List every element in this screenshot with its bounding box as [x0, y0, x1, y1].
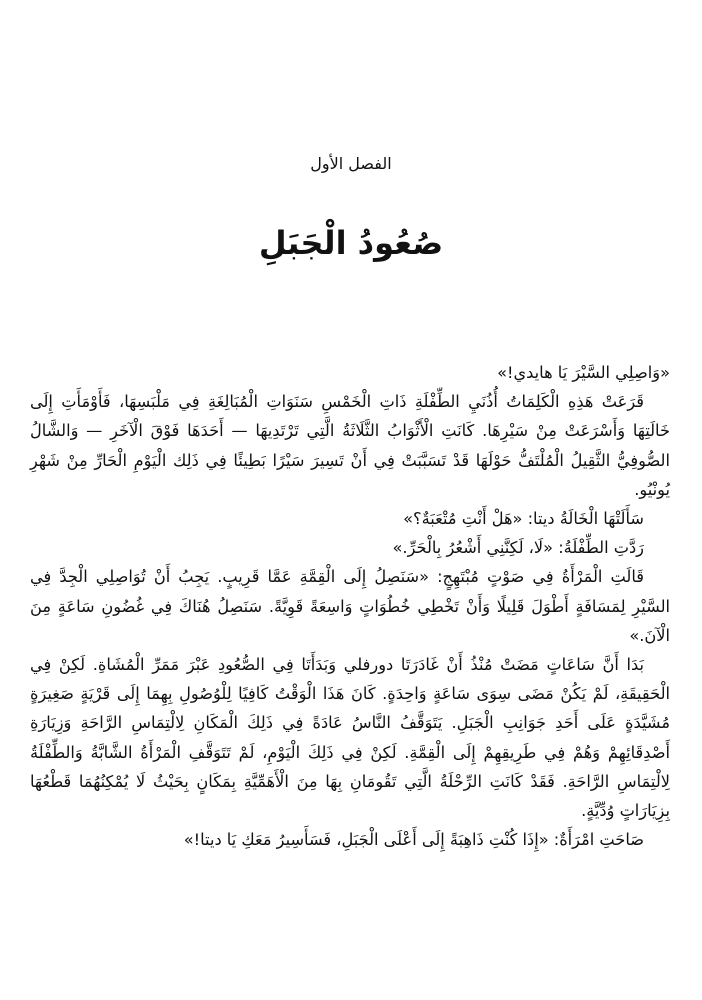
paragraph: رَدَّتِ الطِّفْلَةُ: «لَا، لَكِنَّنِي أَشْعُرُ بِالْحَرِّ.»: [392, 538, 644, 558]
paragraph: بَدَا أَنَّ سَاعَاتٍ مَضَتْ مُنْذُ أَنْ غَادَرَتَا دورفلي وَبَدَأَتَا فِي الصُّعُودِ عَبْرَ مَمَرِّ الْمُشَاةِ. لَكِنْ فِي الْحَقِيقَةِ، لَمْ يَكُنْ مَضَى سِوَى سَاعَةٍ وَاحِدَةٍ. كَانَ هَذَا الْوَقْتُ كَافِيًا لِلْوُصُولِ بِهِمَا إِلَى قَرْيَةٍ صَغِيرَةٍ مُشَيَّدَةٍ عَلَى أَحَدِ جَوَانِبِ الْجَبَلِ. يَتَوَقَّفُ النَّاسُ عَادَةً فِي ذَلِكَ الْمَكَانِ لِالْتِمَاسِ الرَّاحَةِ وَزِيَارَةِ أَصْدِقَائِهِمْ وَهُمْ فِي طَرِيقِهِمْ إِلَى الْقِمَّةِ. لَكِنْ فِي ذَلِكَ الْيَوْمِ، لَمْ تَتَوَقَّفِ الْمَرْأَةُ الشَّابَّةُ وَالطِّفْلَةُ لِالْتِمَاسِ الرَّاحَةِ. فَقَدْ كَانَتِ الرِّحْلَةُ الَّتِي تَقُومَانِ بِهَا مِنَ الْأَهَمِّيَّةِ بِمَكَانٍ بِحَيْثُ لَا يُمْكِنُهُمَا قَطْعُهَا بِزِيَارَاتٍ وُدِّيَّةٍ.: [30, 655, 670, 821]
chapter-label: الفصل الأول: [310, 154, 392, 173]
paragraph: صَاحَتِ امْرَأَةٌ: «إِذَا كُنْتِ ذَاهِبَةً إِلَى أَعْلَى الْجَبَلِ، فَسَأَسِيرُ مَعَكِ يَا ديتا!»: [183, 830, 644, 850]
chapter-title: صُعُودُ الْجَبَلِ: [258, 224, 444, 262]
paragraph: «وَاصِلِي السَّيْرَ يَا هايدي!»: [497, 363, 670, 382]
chapter-body: [30, 358, 670, 854]
paragraph: قَالَتِ الْمَرْأَةُ فِي صَوْتٍ مُبْتَهِجٍ: «سَنَصِلُ إِلَى الْقِمَّةِ عَمَّا قَرِيبٍ. يَجِبُ أَنْ تُوَاصِلِي الْجِدَّ فِي السَّيْرِ لِمَسَافَةٍ أَطْوَلَ قَلِيلًا وَأَنْ تَخْطِي خُطُوَاتٍ وَاسِعَةً قَوِيَّةً. سَنَصِلُ هُنَاكَ فِي غُضُونِ سَاعَةٍ مِنَ الْآنَ.»: [30, 567, 670, 645]
paragraph: سَأَلَتْهَا الْخَالَةُ ديتا: «هَلْ أَنْتِ مُتْعَبَةٌ؟»: [403, 509, 644, 529]
paragraph: قَرَعَتْ هَذِهِ الْكَلِمَاتُ أُذُنَيِ الطِّفْلَةِ ذَاتِ الْخَمْسِ سَنَوَاتِ الْمُبَالِغَةِ فِي مَلْبَسِهَا، فَأَوْمَأَتِ إِلَى خَالَتِهَا وَأَسْرَعَتْ مِنْ سَيْرِهَا. كَانَتِ الْأَثْوَابُ الثَّلَاثَةُ الَّتِي تَرْتَدِيهَا — أَحَدَهَا فَوْقَ الْآخَرِ — وَالشَّالُ الصُّوفِيُّ الثَّقِيلُ الْمُلْتَفُّ حَوْلَهَا قَدْ تَسَبَّبَتْ فِي أَنْ تَسِيرَ سَيْرًا بَطِيئًا فِي ذَلِك الْيَوْمِ الْحَارِّ مِنْ شَهْرِ يُونْيُو.: [30, 392, 670, 499]
